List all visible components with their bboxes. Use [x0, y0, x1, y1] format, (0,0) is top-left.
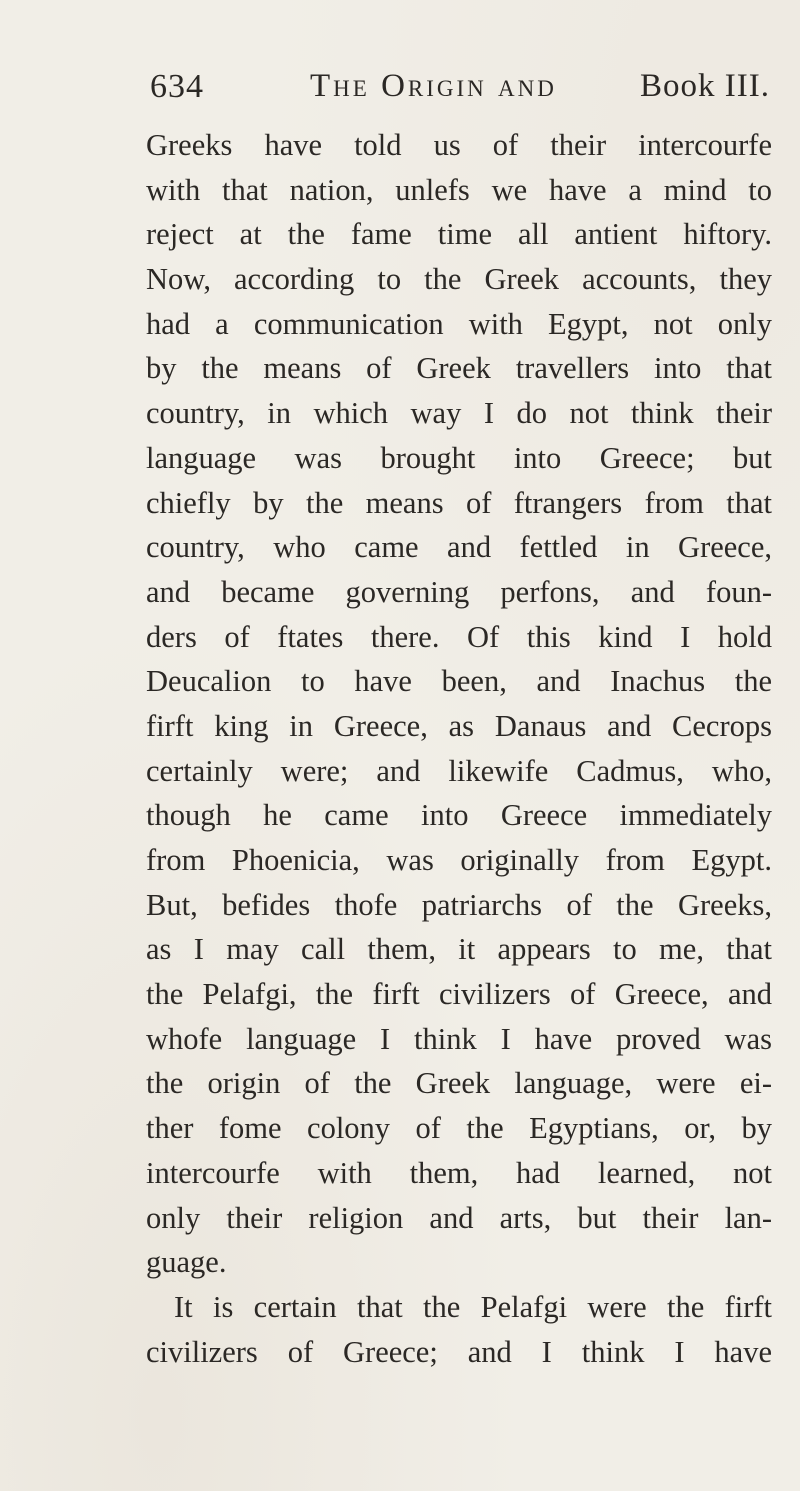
text-line: had a communication with Egypt, not only — [146, 306, 772, 341]
page-number: 634 — [150, 68, 204, 105]
text-line: by the means of Greek travellers into that — [146, 351, 772, 386]
page-header — [150, 68, 770, 116]
text-line: Deucalion to have been, and Inachus the — [146, 664, 772, 699]
text-line: from Phoenicia, was originally from Egypt. — [146, 843, 772, 877]
text-line: country, who came and fettled in Greece, — [146, 530, 772, 565]
text-line: with that nation, unlefs we have a mind to — [146, 172, 772, 207]
text-line: only their religion and arts, but their lan- — [146, 1200, 772, 1235]
running-title: The Origin and — [310, 68, 557, 104]
text-line: as I may call them, it appears to me, that — [146, 932, 772, 967]
text-line: and became governing perfons, and foun- — [146, 574, 772, 609]
text-line: certainly were; and likewife Cadmus, who, — [146, 753, 772, 788]
text-line: civilizers of Greece; and I think I have — [146, 1334, 772, 1369]
text-line: chiefly by the means of ftrangers from that — [146, 485, 772, 520]
text-line: language was brought into Greece; but — [146, 440, 772, 475]
text-line: Greeks have told us of their intercourfe — [146, 128, 772, 162]
text-line: Now, according to the Greek accounts, they — [146, 262, 772, 297]
text-line: whofe language I think I have proved was — [146, 1021, 772, 1056]
book-reference: Book III. — [640, 68, 770, 104]
text-line: reject at the fame time all antient hiftory. — [146, 217, 772, 252]
text-line: But, befides thofe patriarchs of the Greeks, — [146, 887, 772, 922]
text-line: the Pelafgi, the firft civilizers of Greece, and — [146, 977, 772, 1012]
text-line: ders of ftates there. Of this kind I hold — [146, 619, 772, 654]
text-line: ther fome colony of the Egyptians, or, by — [146, 1111, 772, 1146]
text-line: It is certain that the Pelafgi were the firft — [174, 1289, 772, 1324]
text-line: though he came into Greece immediately — [146, 798, 772, 833]
text-line: firft king in Greece, as Danaus and Cecrops — [146, 708, 772, 743]
text-line: intercourfe with them, had learned, not — [146, 1155, 772, 1190]
body-text — [146, 123, 772, 1374]
text-line: the origin of the Greek language, were ei- — [146, 1066, 772, 1101]
text-line: country, in which way I do not think their — [146, 396, 772, 431]
text-line: guage. — [146, 1245, 227, 1280]
